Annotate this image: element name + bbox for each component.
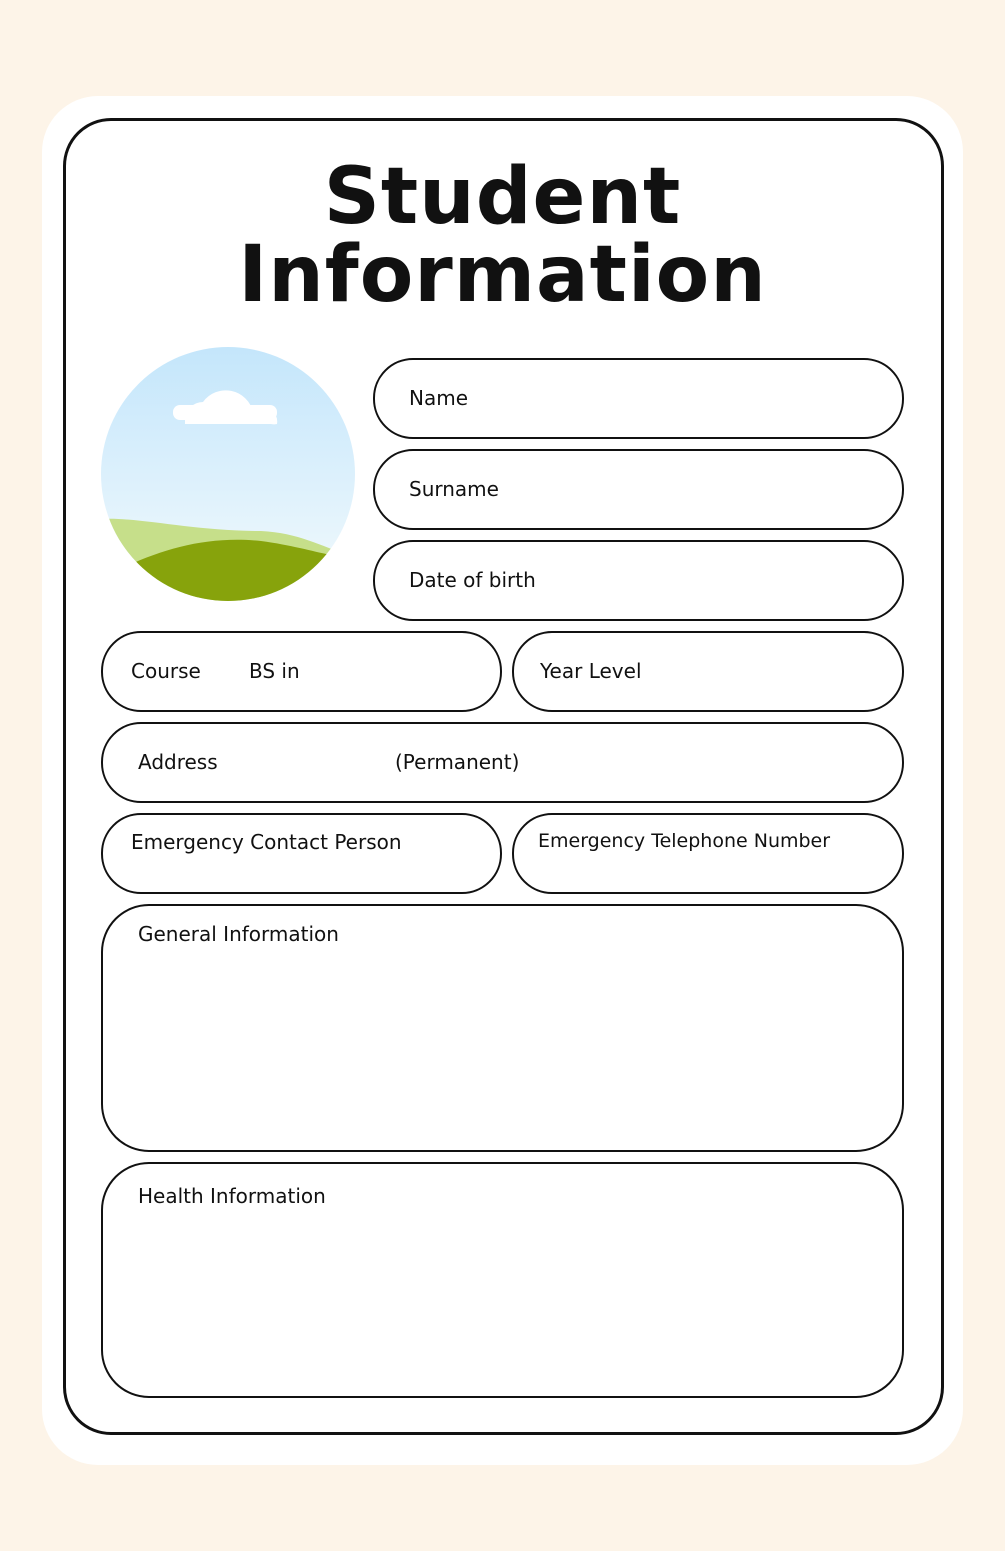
course-label: Course [131,659,201,683]
emergency-phone-field[interactable] [512,813,904,894]
general-information-field[interactable] [101,904,904,1152]
address-label: Address [138,750,218,774]
course-field[interactable] [101,631,502,712]
page-title-line-2: Information [238,230,767,320]
name-field[interactable] [373,358,904,439]
address-field[interactable] [101,722,904,803]
page-title-line-1: Student [323,152,682,242]
name-label: Name [409,386,469,410]
year-level-label: Year Level [540,659,642,683]
year-level-field[interactable] [512,631,904,712]
course-value-label: BS in [249,659,300,683]
date-of-birth-label: Date of birth [409,568,536,592]
landscape-icon [101,347,355,601]
surname-field[interactable] [373,449,904,530]
emergency-contact-field[interactable] [101,813,502,894]
emergency-phone-label: Emergency Telephone Number [538,830,831,852]
photo-placeholder [101,347,355,601]
general-information-label: General Information [138,922,339,946]
health-information-label: Health Information [138,1184,326,1208]
surname-label: Surname [409,477,499,501]
health-information-field[interactable] [101,1162,904,1398]
address-note-label: (Permanent) [395,750,520,774]
emergency-contact-label: Emergency Contact Person [131,830,402,854]
date-of-birth-field[interactable] [373,540,904,621]
